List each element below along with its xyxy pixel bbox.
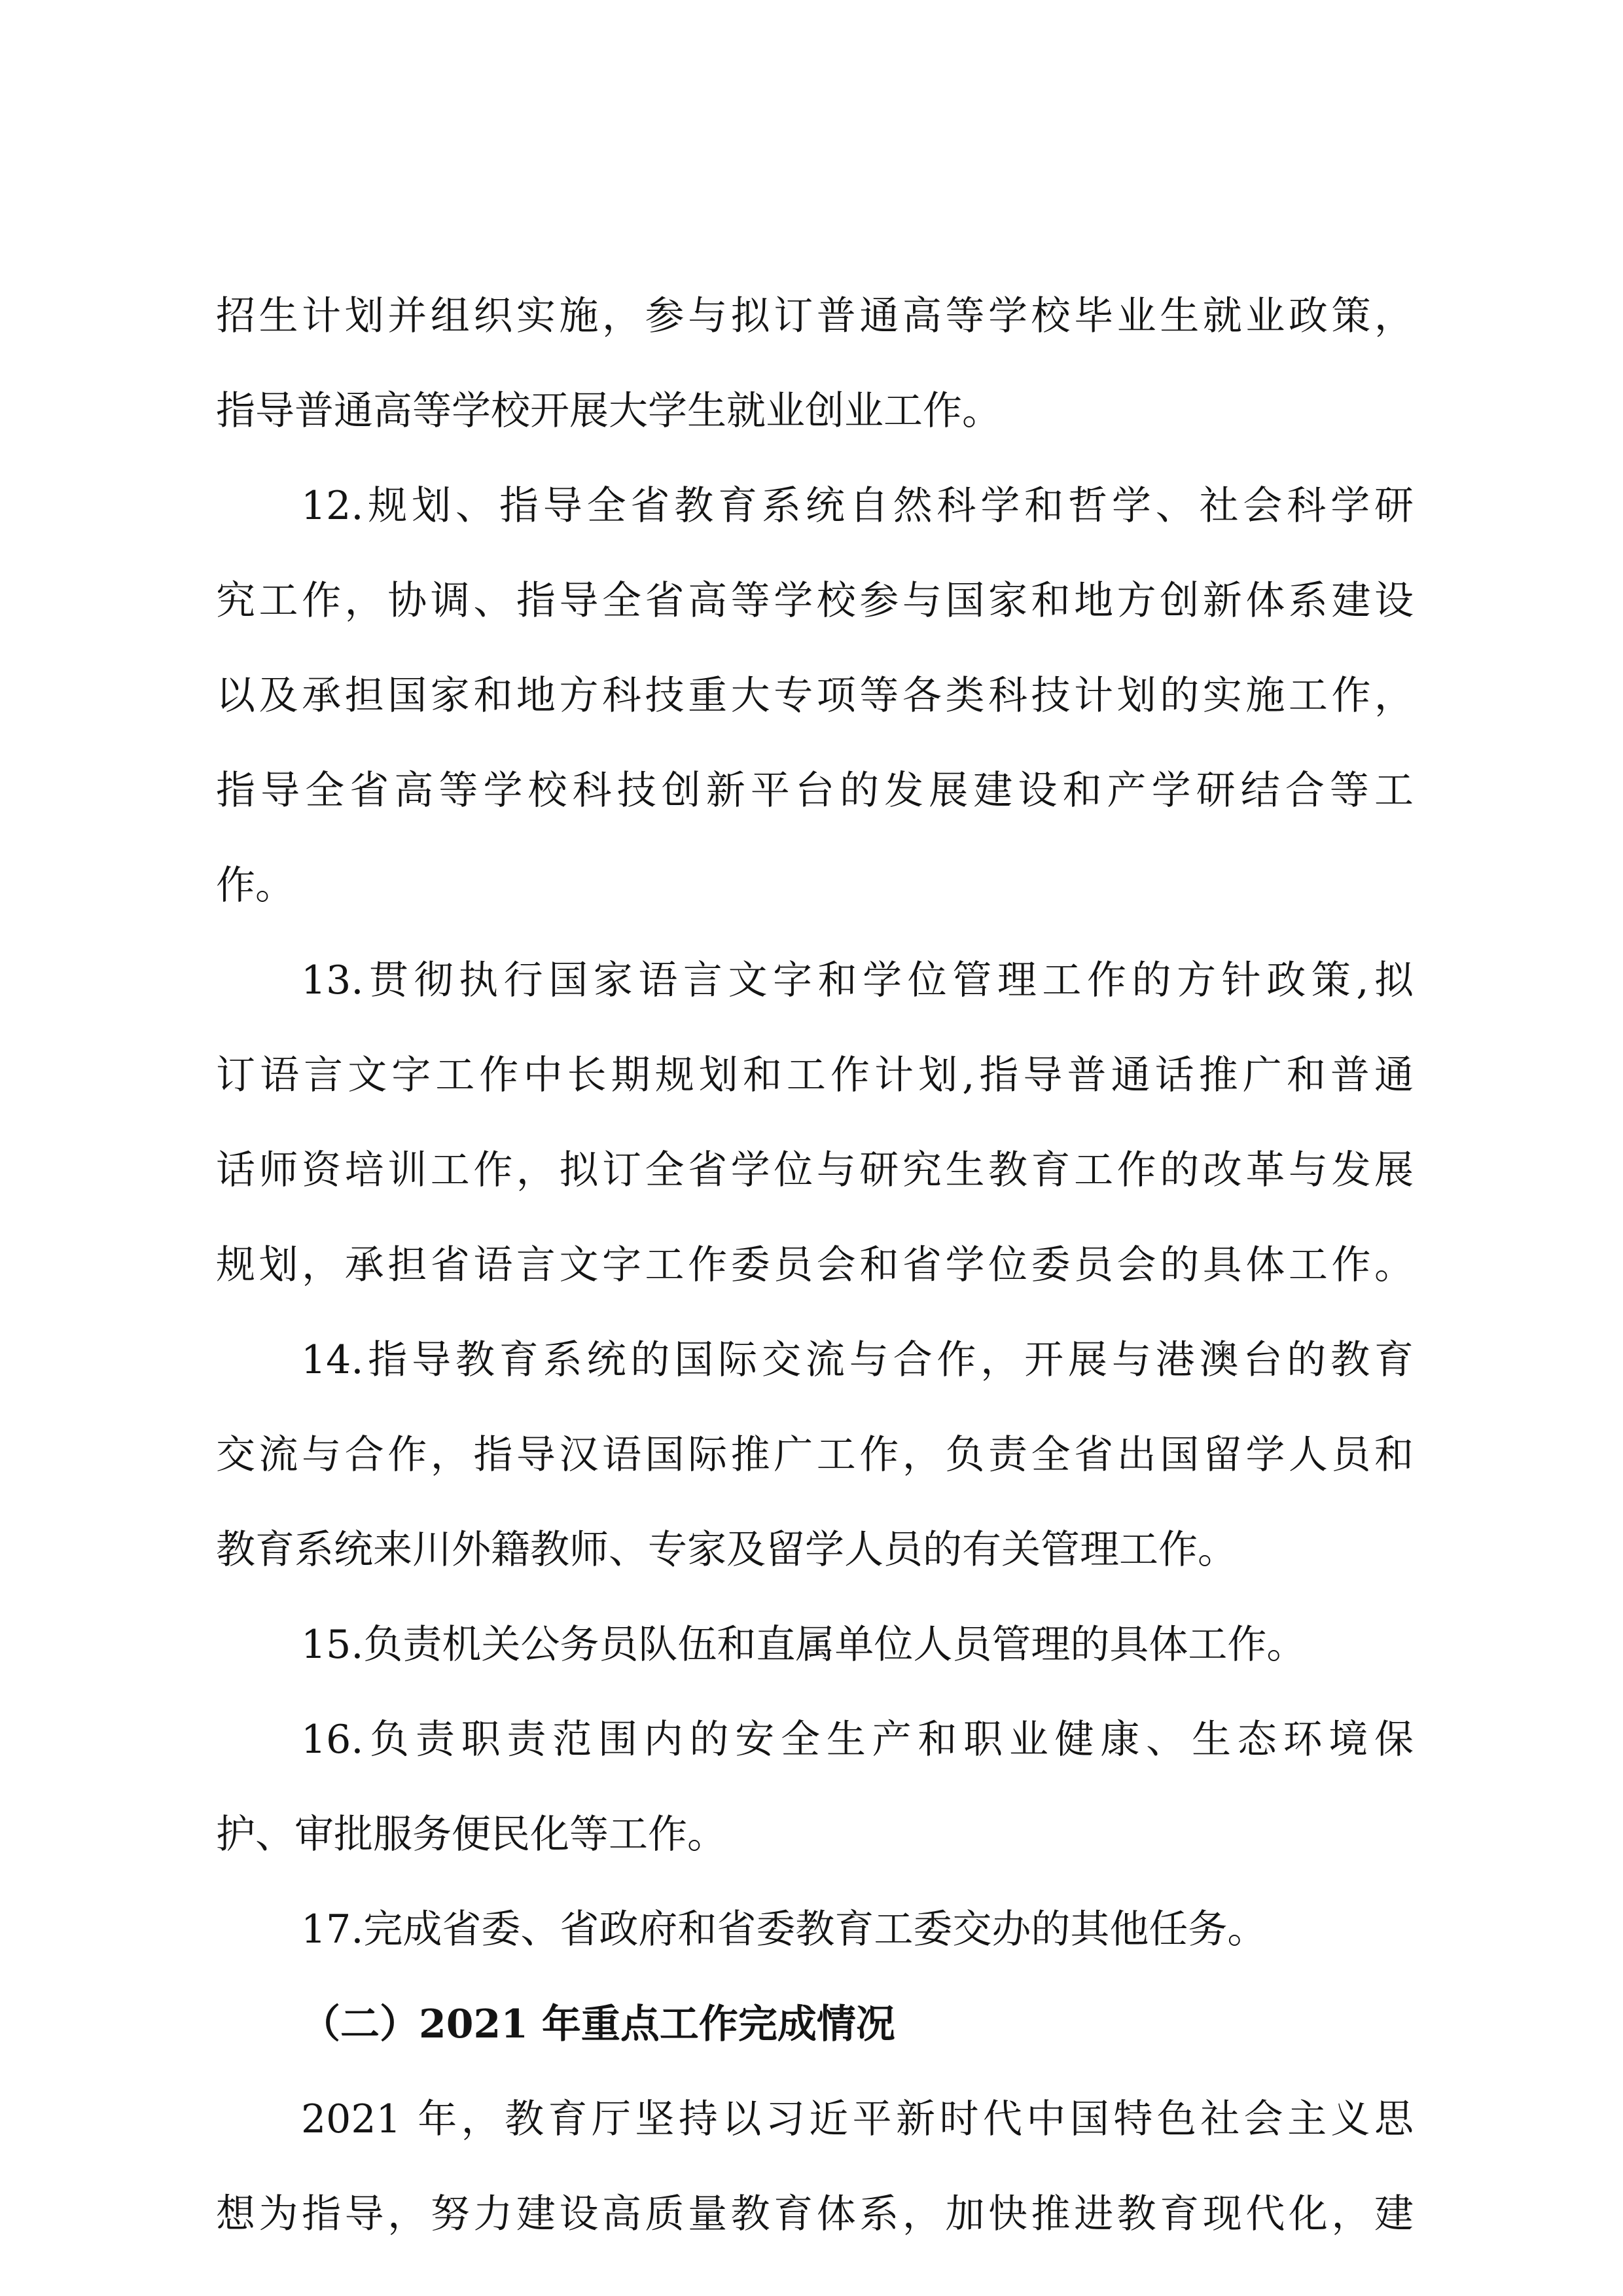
text-line-item-13: 13.贯彻执行国家语言文字和学位管理工作的方针政策,拟 (301, 958, 1414, 1003)
text-line-17: 护、审批服务便民化等工作。 (216, 1812, 726, 1857)
text-line-item-17: 17.完成省委、省政府和省委教育工委交办的其他任务。 (301, 1907, 1267, 1952)
text-line-13: 交流与合作，指导汉语国际推广工作，负责全省出国留学人员和 (216, 1432, 1414, 1478)
text-line-7: 作。 (216, 863, 294, 908)
text-line-20: 2021 年，教育厅坚持以习近平新时代中国特色社会主义思 (301, 2096, 1414, 2142)
text-line-1: 招生计划并组织实施，参与拟订普通高等学校毕业生就业政策， (216, 293, 1414, 339)
text-line-4: 究工作，协调、指导全省高等学校参与国家和地方创新体系建设 (216, 578, 1414, 624)
text-line-11: 规划，承担省语言文字工作委员会和省学位委员会的具体工作。 (216, 1242, 1414, 1288)
text-line-6: 指导全省高等学校科技创新平台的发展建设和产学研结合等工 (216, 768, 1414, 814)
text-line-14: 教育系统来川外籍教师、专家及留学人员的有关管理工作。 (216, 1527, 1237, 1573)
text-line-item-15: 15.负责机关公务员队伍和直属单位人员管理的具体工作。 (301, 1622, 1306, 1668)
text-line-item-14: 14.指导教育系统的国际交流与合作，开展与港澳台的教育 (301, 1337, 1414, 1383)
text-line-item-12: 12.规划、指导全省教育系统自然科学和哲学、社会科学研 (301, 483, 1414, 529)
text-line-10: 话师资培训工作，拟订全省学位与研究生教育工作的改革与发展 (216, 1147, 1414, 1193)
text-line-2: 指导普通高等学校开展大学生就业创业工作。 (216, 388, 1001, 434)
text-line-9: 订语言文字工作中长期规划和工作计划,指导普通话推广和普通 (216, 1052, 1414, 1098)
text-line-item-16: 16.负责职责范围内的安全生产和职业健康、生态环境保 (301, 1717, 1414, 1763)
text-line-5: 以及承担国家和地方科技重大专项等各类科技计划的实施工作， (216, 673, 1414, 719)
text-line-21: 想为指导，努力建设高质量教育体系，加快推进教育现代化，建 (216, 2191, 1414, 2237)
section-heading: （二）2021 年重点工作完成情况 (301, 2001, 895, 2047)
